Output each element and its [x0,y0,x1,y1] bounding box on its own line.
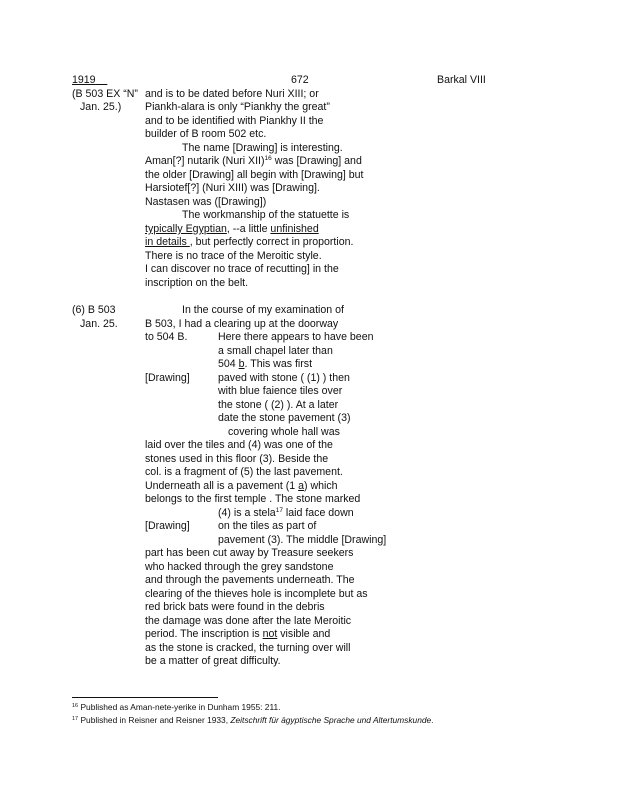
body-line: covering whole hall was [228,426,340,438]
body-line: be a matter of great difficulty. [145,655,281,667]
body-line: 504 b. This was first [218,358,313,370]
body-line: Nastasen was ([Drawing]) [145,196,267,208]
body-line: The workmanship of the statuette is [182,209,350,221]
margin-entry-1-line-2: Jan. 25.) [80,101,122,113]
body-line: with blue faience tiles over [218,385,343,397]
margin-entry-2-line-1: (6) B 503 [72,304,116,316]
body-line: col. is a fragment of (5) the last pavement. [145,466,343,478]
volume-label: Barkal VIII [437,74,486,86]
body-line: and through the pavements underneath. The [145,574,355,586]
body-line: a small chapel later than [218,345,333,357]
body-line: Aman[?] nutarik (Nuri XII)$^{16}$ was [Drawing] and [145,155,362,167]
footnote-17: $^{17}$ Published in Reisner and Reisner 1933, Zeitschrift für ägyptische Sprache und Altertumskunde. [72,715,434,725]
body-line: inscription on the belt. [145,277,249,289]
body-line: Here there appears to have been [218,331,374,343]
body-line: B 503, I had a clearing up at the doorway [145,318,339,330]
body-line: who hacked through the grey sandstone [145,561,334,573]
body-line: Underneath all is a pavement (1 a) which [145,480,338,492]
footnote-ref-17: 17 [275,507,283,514]
body-line: part has been cut away by Treasure seekers [145,547,354,559]
body-line: as the stone is cracked, the turning over will [145,642,351,654]
footnote-ref-16: 16 [264,155,272,162]
body-line: paved with stone ( (1) ) then [218,372,350,384]
body-line: the damage was done after the late Meroitic [145,615,352,627]
page-number: 672 [291,74,309,86]
body-line: on the tiles as part of [218,520,317,532]
body-line: builder of B room 502 etc. [145,128,267,140]
body-line: I can discover no trace of recutting] in the [145,263,339,275]
header-year: 1919 [72,74,96,86]
body-line: laid over the tiles and (4) was one of the [145,439,333,451]
body-line: and to be identified with Piankhy II the [145,115,324,127]
body-line: There is no trace of the Meroitic style. [145,250,322,262]
body-line: to 504 B. [145,331,188,343]
body-line: belongs to the first temple . The stone marked [145,493,361,505]
drawing-placeholder: [Drawing] [145,372,190,384]
body-line: period. The inscription is not visible and [145,628,331,640]
body-line: stones used in this floor (3). Beside the [145,453,329,465]
body-line: In the course of my examination of [182,304,344,316]
drawing-placeholder: [Drawing] [145,520,190,532]
body-line: the older [Drawing] all begin with [Drawing] but [145,169,364,181]
margin-entry-1-line-1: (B 503 EX “N” [72,88,138,100]
body-line: pavement (3). The middle [Drawing] [218,534,387,546]
body-line: clearing of the thieves hole is incomplete but as [145,588,368,600]
body-line: (4) is a stela$^{17}$ laid face down [218,507,354,519]
margin-entry-2-line-2: Jan. 25. [80,318,118,330]
body-line: typically Egyptian, --a little unfinished [145,223,319,235]
body-line: in details , but perfectly correct in proportion. [145,236,354,248]
body-line: The name [Drawing] is interesting. [182,142,343,154]
body-line: Piankh-alara is only “Piankhy the great” [145,101,330,113]
footnote-divider [72,697,218,698]
body-line: the stone ( (2) ). At a later [218,399,339,411]
body-line: Harsiotef[?] (Nuri XIII) was [Drawing]. [145,182,320,194]
body-line: date the stone pavement (3) [218,412,351,424]
footnote-16: $^{16}$ Published as Aman-nete-yerike in Dunham 1955: 211. [72,702,281,712]
body-line: and is to be dated before Nuri XIII; or [145,88,319,100]
body-line: red brick bats were found in the debris [145,601,325,613]
